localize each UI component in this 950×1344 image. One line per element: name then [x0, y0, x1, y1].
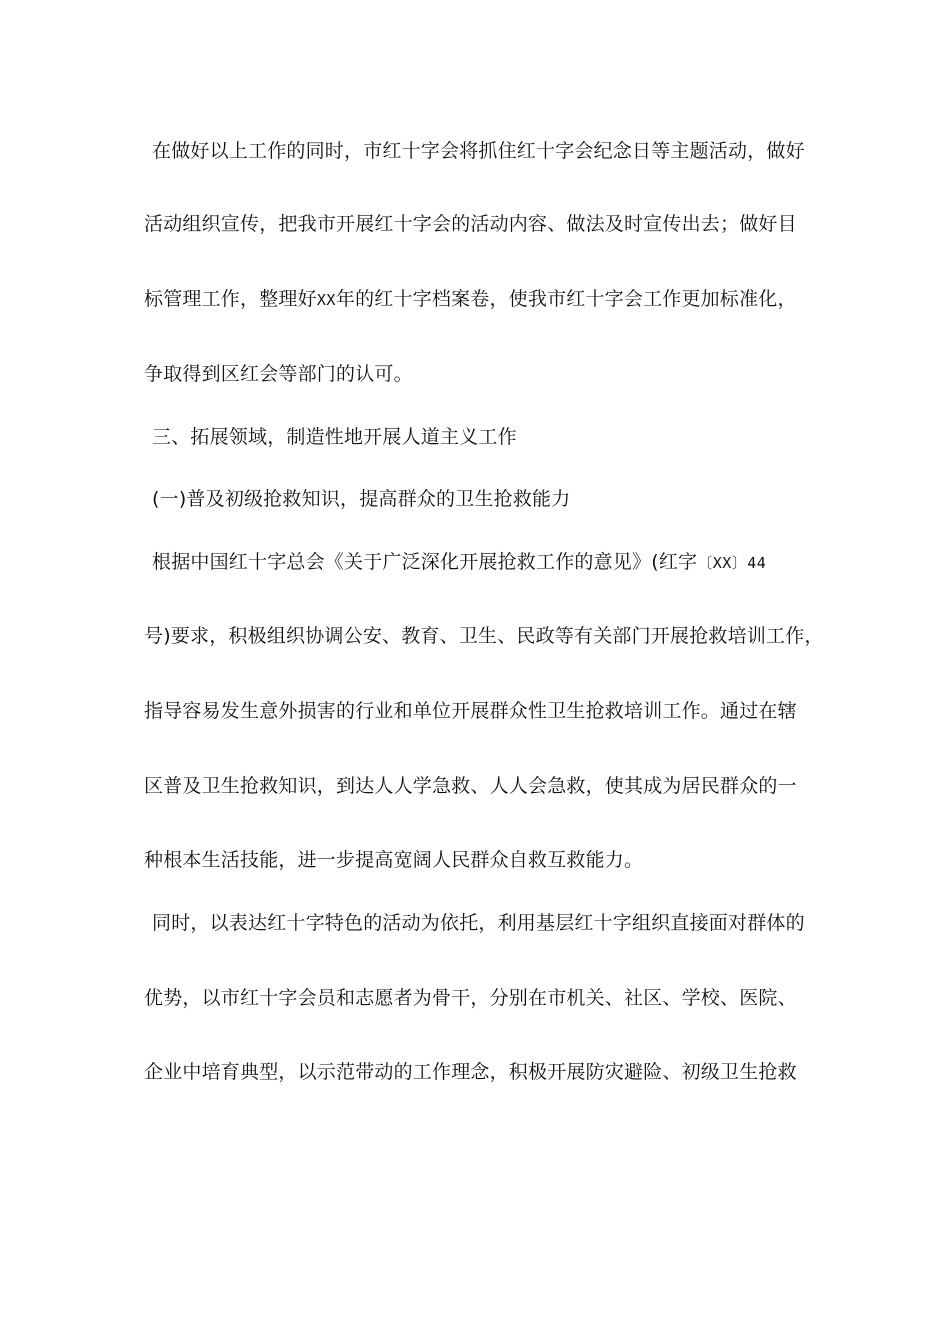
- text-run: 企业中培育典型，以示范带动的工作理念，积极开展防灾避险、初级卫生抢救: [144, 1061, 797, 1083]
- text-run: 指导容易发生意外损害的行业和单位开展群众性卫生抢救培训工作。通过在辖: [144, 700, 797, 722]
- paragraph-2-line-5: [144, 847, 824, 873]
- paragraph-1-line-1: [152, 138, 832, 164]
- paragraph-3-line-1: [152, 910, 832, 936]
- paragraph-1-line-3: [144, 286, 824, 313]
- text-run: 标管理工作，整理好: [144, 288, 317, 310]
- section-heading: [152, 424, 832, 450]
- subsection-heading: [152, 486, 832, 512]
- text-run: 活动组织宣传，把我市开展红十字会的活动内容、做法及时宣传出去；做好目: [144, 213, 797, 235]
- heading-text: (一)普及初级抢救知识，提高群众的卫生抢救能力: [152, 488, 571, 510]
- text-run: 种根本生活技能，进一步提高宽阔人民群众自救互救能力。: [144, 849, 644, 871]
- text-run: 根据中国红十字总会《关于广泛深化开展抢救工作的意见》(红字: [152, 551, 698, 573]
- text-run: 区普及卫生抢救知识，到达人人学急救、人人会急救，使其成为居民群众的一: [144, 775, 797, 797]
- paragraph-1-line-2: [144, 211, 824, 237]
- paragraph-2-line-1: [152, 549, 832, 576]
- text-run-year-placeholder: XX: [316, 291, 336, 309]
- heading-text: 三、拓展领域，制造性地开展人道主义工作: [152, 426, 517, 448]
- paragraph-2-line-3: [144, 698, 824, 724]
- paragraph-3-line-3: [144, 1059, 824, 1085]
- text-run: 同时，以表达红十字特色的活动为依托，利用基层红十字组织直接面对群体的: [152, 912, 805, 934]
- text-run: 争取得到区红会等部门的认可。: [144, 363, 413, 385]
- paragraph-2-line-4: [144, 773, 824, 799]
- paragraph-1-line-4: [144, 361, 824, 387]
- text-run: 号)要求，积极组织协调公安、教育、卫生、民政等有关部门开展抢救培训工作，: [144, 625, 824, 647]
- paragraph-2-line-2: [144, 623, 824, 649]
- text-run-document-number: 〔XX〕44: [697, 554, 767, 572]
- text-run: 优势，以市红十字会员和志愿者为骨干，分别在市机关、社区、学校、医院、: [144, 987, 797, 1009]
- text-run: 在做好以上工作的同时，市红十字会将抓住红十字会纪念日等主题活动，做好: [152, 140, 805, 162]
- text-run: 年的红十字档案卷，使我市红十字会工作更加标准化，: [335, 288, 797, 310]
- paragraph-3-line-2: [144, 985, 824, 1011]
